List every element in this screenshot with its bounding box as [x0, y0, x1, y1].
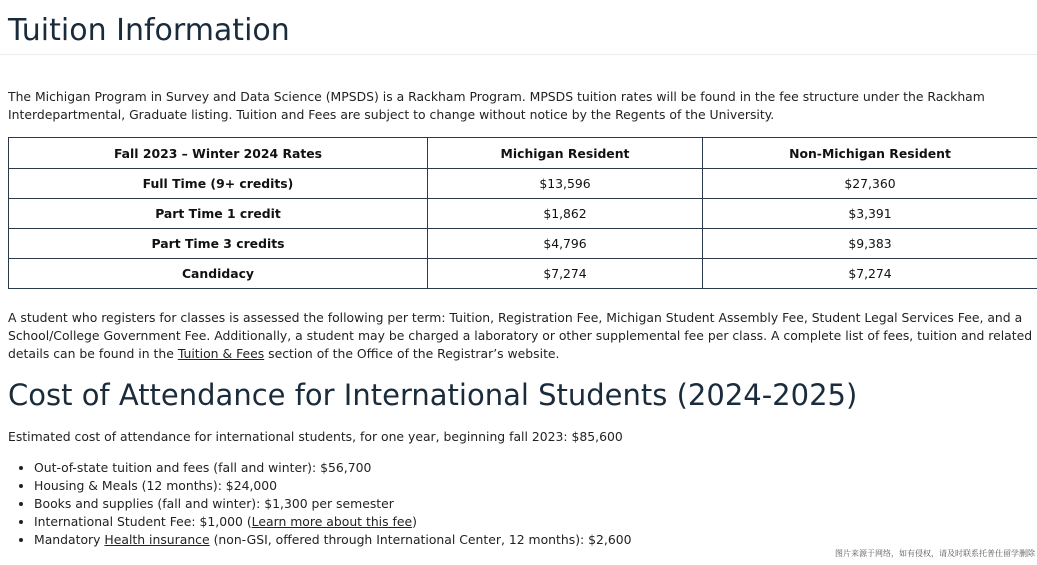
column-header-nonresident: Non-Michigan Resident — [703, 138, 1037, 169]
list-item: • Out-of-state tuition and fees (fall and winter): $56,700 — [34, 459, 632, 477]
estimate-text: Estimated cost of attendance for international students, for one year, beginning fall 2023: $85,600 — [8, 429, 623, 444]
table-row — [9, 199, 1037, 229]
fee-text: International Student Fee: $1,000 ( — [34, 514, 252, 529]
learn-more-fee-link[interactable]: Learn more about this fee — [251, 514, 413, 529]
page-title: Tuition Information — [8, 13, 290, 48]
nonresident-rate: $3,391 — [703, 199, 1037, 229]
fee-text-end: ) — [412, 514, 417, 529]
row-label: Part Time 1 credit — [9, 199, 428, 229]
title-divider — [0, 54, 1037, 55]
nonresident-rate: $9,383 — [703, 229, 1037, 259]
health-insurance-link[interactable]: Health insurance — [104, 532, 210, 547]
row-label: Part Time 3 credits — [9, 229, 428, 259]
health-text: Mandatory — [34, 532, 105, 547]
resident-rate: $4,796 — [428, 229, 703, 259]
row-label: Full Time (9+ credits) — [9, 169, 428, 199]
column-header-resident: Michigan Resident — [428, 138, 703, 169]
watermark: 图片来源于网络，如有侵权，请及时联系托普仕留学删除 — [835, 549, 1035, 558]
list-item: • Housing & Meals (12 months): $24,000 — [34, 477, 632, 495]
list-item: • Books and supplies (fall and winter): $1,300 per semester — [34, 495, 632, 513]
list-item — [34, 513, 632, 531]
table-row — [9, 259, 1037, 289]
intro-paragraph: The Michigan Program in Survey and Data Science (MPSDS) is a Rackham Program. MPSDS tuition rates will be found in the fee structure under the Rackham Interdepartmental, Graduate listing. Tuition and Fees are subject to change without notice by the Regents of the University. — [8, 89, 985, 122]
table-row — [9, 169, 1037, 199]
fees-paragraph — [8, 309, 1034, 363]
resident-rate: $1,862 — [428, 199, 703, 229]
table-header-row — [9, 138, 1037, 169]
resident-rate: $7,274 — [428, 259, 703, 289]
cost-list — [0, 459, 632, 549]
resident-rate: $13,596 — [428, 169, 703, 199]
tuition-fees-link[interactable]: Tuition & Fees — [177, 346, 265, 361]
list-item — [34, 531, 632, 549]
row-label: Candidacy — [9, 259, 428, 289]
table-row — [9, 229, 1037, 259]
column-header-rates: Fall 2023 – Winter 2024 Rates — [9, 138, 428, 169]
fees-text: A student who registers for classes is assessed the following per term: Tuition, Registration Fee, Michigan Student Assembly Fee, Student Legal Services Fee, and a School/College Government Fee. Additionally, a student may be charged a laboratory or other supplemental fee per class. A complete list of fees, tuition and related details can be found in the — [8, 310, 1033, 361]
health-text-end: (non-GSI, offered through International Center, 12 months): $2,600 — [209, 532, 632, 547]
nonresident-rate: $7,274 — [703, 259, 1037, 289]
tuition-rates-table — [8, 137, 1037, 289]
international-section-title: Cost of Attendance for International Students (2024-2025) — [8, 378, 858, 412]
nonresident-rate: $27,360 — [703, 169, 1037, 199]
fees-text-end: section of the Office of the Registrar’s website. — [264, 346, 560, 361]
